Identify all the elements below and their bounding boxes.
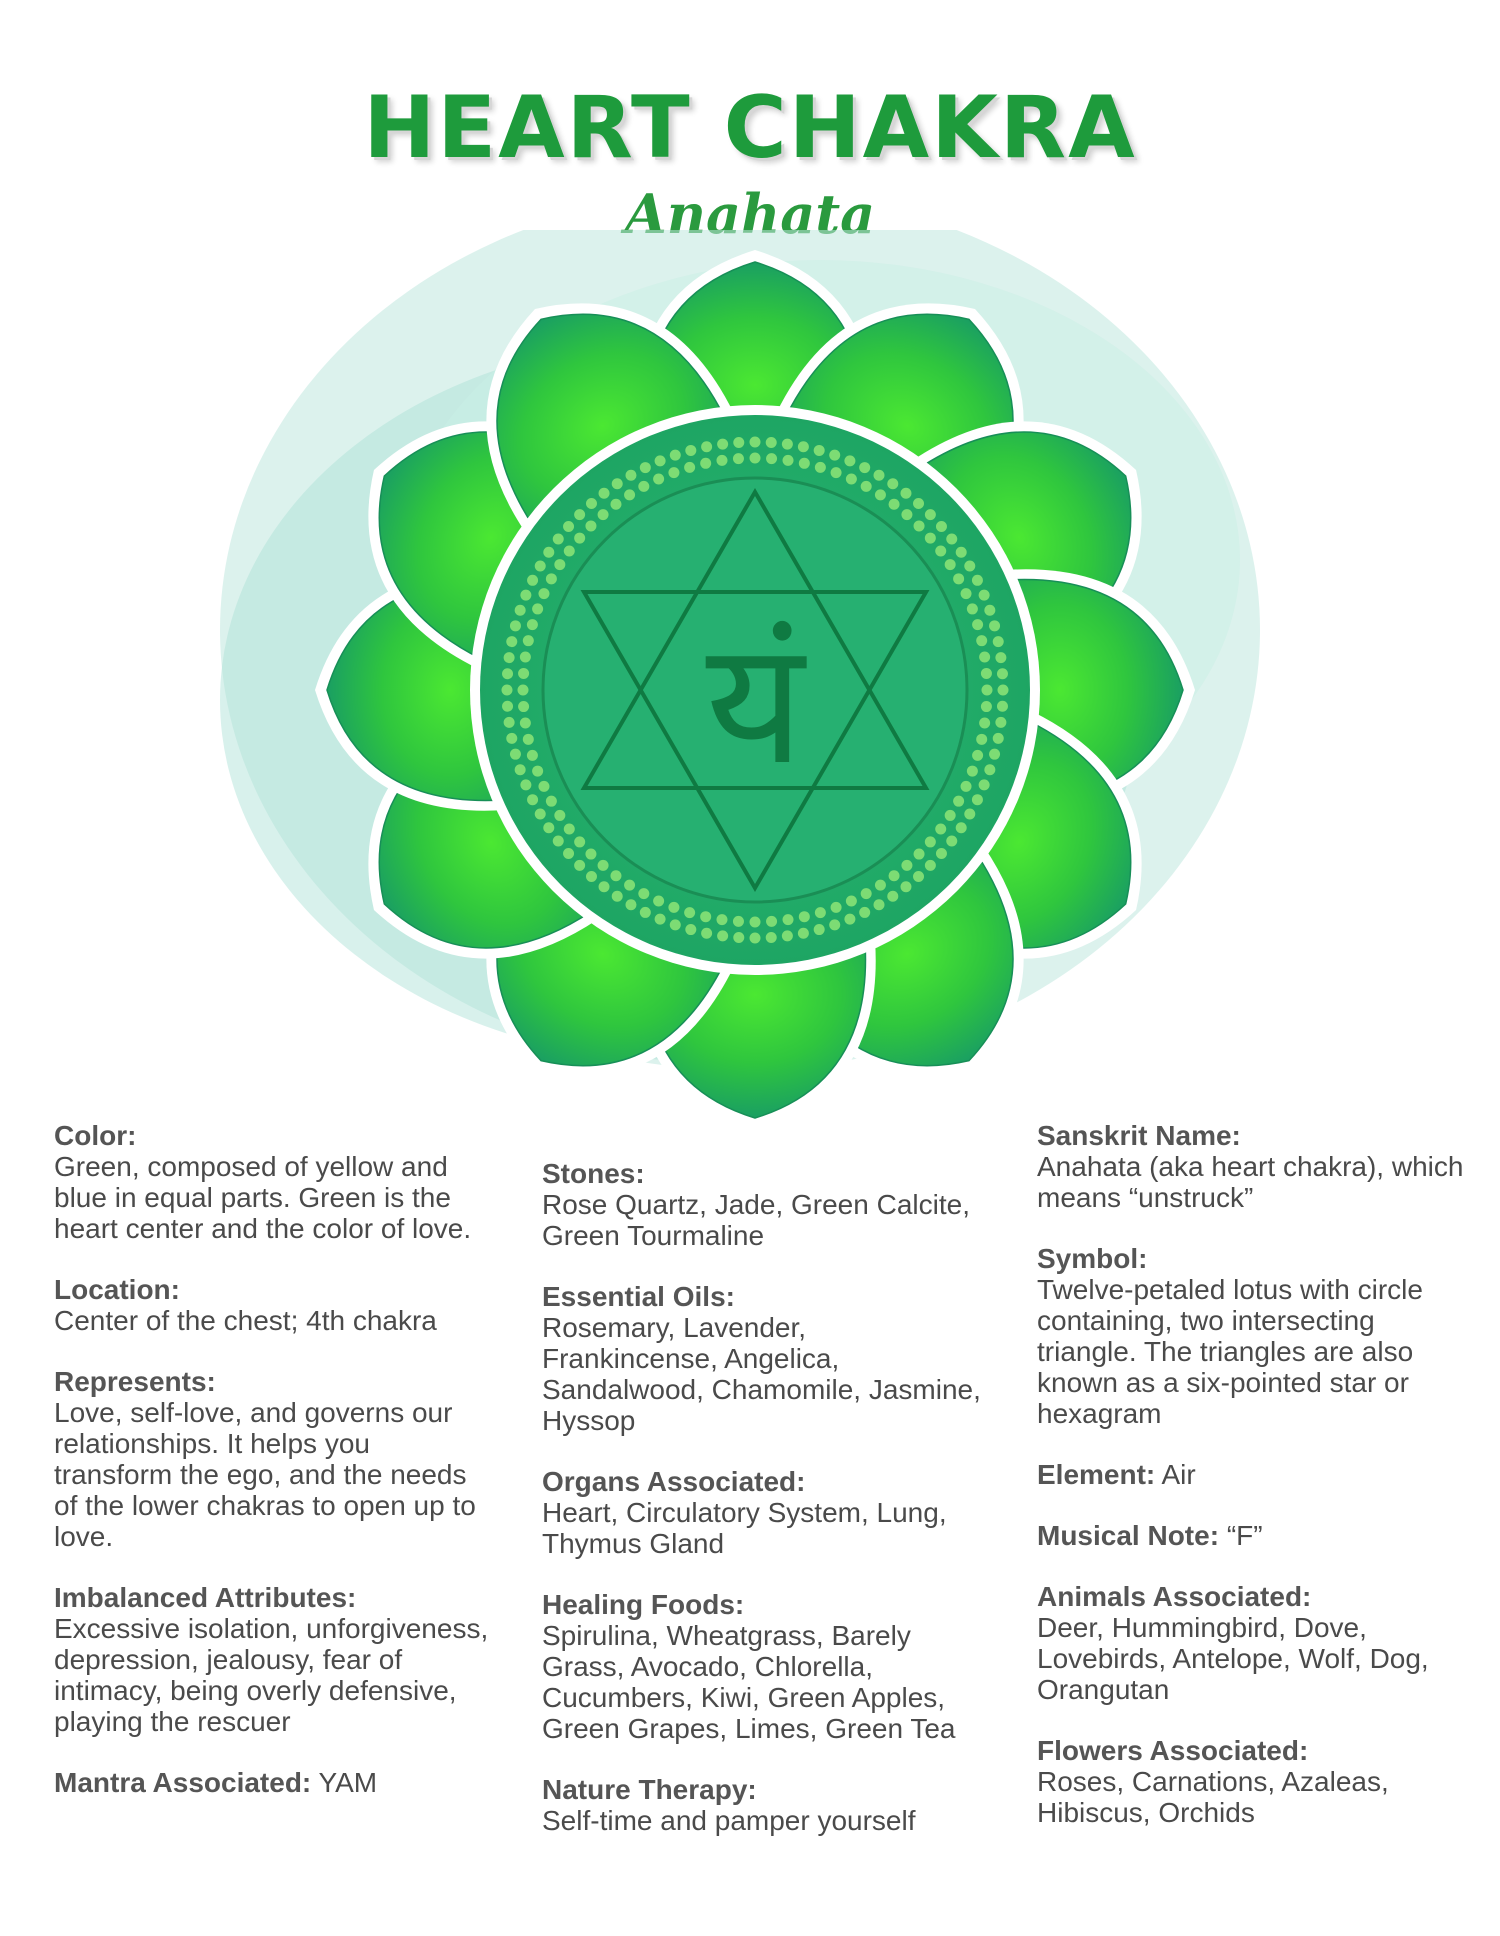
ring-dot <box>520 718 531 729</box>
ring-dot <box>972 619 983 630</box>
info-value: Spirulina, Wheatgrass, Barely Grass, Avocado, Chlorella, Cucumbers, Kiwi, Green Apples, Green Grapes, Limes, Green Tea <box>542 1620 956 1744</box>
ring-dot <box>700 458 711 469</box>
ring-dot <box>640 907 651 918</box>
ring-dot <box>945 559 956 570</box>
ring-dot <box>553 835 564 846</box>
ring-dot <box>716 914 727 925</box>
ring-dot <box>976 635 987 646</box>
info-value: YAM <box>318 1767 378 1798</box>
ring-dot <box>946 534 957 545</box>
ring-dot <box>913 871 924 882</box>
ring-dot <box>844 455 855 466</box>
ring-dot <box>717 439 728 450</box>
ring-dot <box>685 445 696 456</box>
ring-dot <box>861 888 872 899</box>
ring-dot <box>655 455 666 466</box>
ring-dot <box>829 450 840 461</box>
ring-dot <box>668 902 679 913</box>
ring-dot <box>946 835 957 846</box>
ring-dot <box>554 810 565 821</box>
ring-dot <box>814 924 825 935</box>
ring-dot <box>815 907 826 918</box>
ring-dot <box>655 914 666 925</box>
ring-dot <box>585 520 596 531</box>
ring-dot <box>798 441 809 452</box>
ring-dot <box>766 932 777 943</box>
info-value: Deer, Hummingbird, Dove, Lovebirds, Antelope, Wolf, Dog, Orangutan <box>1037 1612 1429 1705</box>
ring-dot <box>925 860 936 871</box>
ring-dot <box>766 916 777 927</box>
ring-dot <box>563 521 574 532</box>
ring-dot <box>610 499 621 510</box>
ring-dot <box>523 734 534 745</box>
ring-dot <box>717 930 728 941</box>
ring-dot <box>887 891 898 902</box>
info-value: Green, composed of yellow and blue in equal parts. Green is the heart center and the color of love. <box>54 1151 472 1244</box>
ring-dot <box>750 437 761 448</box>
ring-dot <box>936 521 947 532</box>
ring-dot <box>997 701 1008 712</box>
ring-dot <box>510 620 521 631</box>
ring-dot <box>574 509 585 520</box>
ring-dot <box>925 533 936 544</box>
info-value: Center of the chest; 4th chakra <box>54 1305 437 1336</box>
ring-dot <box>586 871 597 882</box>
info-value: Excessive isolation, unforgiveness, depression, jealousy, fear of intimacy, being overly defensive, playing the rescuer <box>54 1613 489 1737</box>
info-label: Symbol: <box>1037 1243 1148 1274</box>
ring-dot <box>684 907 695 918</box>
info-entry <box>54 1274 494 1336</box>
ring-dot <box>574 533 585 544</box>
ring-dot <box>995 717 1006 728</box>
ring-dot <box>995 652 1006 663</box>
ring-dot <box>520 590 531 601</box>
ring-dot <box>626 470 637 481</box>
ring-dot <box>750 453 761 464</box>
ring-dot <box>976 734 987 745</box>
info-entry <box>542 1774 982 1836</box>
ring-dot <box>979 590 990 601</box>
ring-dot <box>875 880 886 891</box>
ring-dot <box>598 860 609 871</box>
info-label: Organs Associated: <box>542 1466 806 1497</box>
ring-dot <box>653 473 664 484</box>
info-label: Imbalanced Attributes: <box>54 1582 357 1613</box>
ring-dot <box>945 810 956 821</box>
ring-dot <box>766 453 777 464</box>
ring-dot <box>518 701 529 712</box>
ring-dot <box>979 651 990 662</box>
ring-dot <box>887 478 898 489</box>
ring-dot <box>829 919 840 930</box>
ring-dot <box>972 575 983 586</box>
ring-dot <box>502 668 513 679</box>
ring-dot <box>964 561 975 572</box>
ring-dot <box>799 458 810 469</box>
ring-dot <box>502 685 513 696</box>
info-label: Sanskrit Name: <box>1037 1120 1241 1151</box>
ring-dot <box>953 573 964 584</box>
ring-dot <box>574 836 585 847</box>
ring-dot <box>935 824 946 835</box>
ring-dot <box>750 933 761 944</box>
ring-dot <box>563 848 574 859</box>
ring-dot <box>783 455 794 466</box>
ring-dot <box>989 749 1000 760</box>
info-label: Flowers Associated: <box>1037 1735 1309 1766</box>
info-entry <box>54 1120 494 1244</box>
info-entry <box>542 1158 982 1251</box>
ring-dot <box>831 467 842 478</box>
ring-dot <box>684 462 695 473</box>
info-entry <box>542 1589 982 1744</box>
ring-dot <box>504 717 515 728</box>
ring-dot <box>543 547 554 558</box>
info-entry <box>1037 1581 1477 1705</box>
ring-dot <box>546 573 557 584</box>
ring-dot <box>874 470 885 481</box>
info-entry <box>54 1582 494 1737</box>
ring-dot <box>599 881 610 892</box>
ring-dot <box>859 462 870 473</box>
page-subtitle: Anahata <box>624 182 876 246</box>
ring-dot <box>535 809 546 820</box>
ring-dot <box>961 588 972 599</box>
ring-dot <box>782 439 793 450</box>
ring-dot <box>515 605 526 616</box>
ring-dot <box>967 603 978 614</box>
ring-dot <box>889 499 900 510</box>
ring-dot <box>979 779 990 790</box>
ring-dot <box>586 498 597 509</box>
ring-dot <box>967 766 978 777</box>
ring-dot <box>640 462 651 473</box>
ring-dot <box>610 870 621 881</box>
info-column-left <box>54 1120 494 1828</box>
info-entry <box>1037 1520 1477 1551</box>
ring-dot <box>520 779 531 790</box>
ring-dot <box>766 437 777 448</box>
info-label: Healing Foods: <box>542 1589 745 1620</box>
ring-dot <box>685 924 696 935</box>
ring-dot <box>936 848 947 859</box>
info-label: Represents: <box>54 1366 216 1397</box>
ring-dot <box>750 917 761 928</box>
ring-dot <box>972 750 983 761</box>
info-value: “F” <box>1226 1520 1263 1551</box>
ring-dot <box>716 455 727 466</box>
ring-dot <box>901 860 912 871</box>
ring-dot <box>624 880 635 891</box>
ring-dot <box>913 498 924 509</box>
ring-dot <box>979 718 990 729</box>
ring-dot <box>935 545 946 556</box>
ring-dot <box>875 489 886 500</box>
info-label: Mantra Associated: <box>54 1767 312 1798</box>
info-entry <box>542 1281 982 1436</box>
ring-dot <box>815 462 826 473</box>
ring-dot <box>626 899 637 910</box>
ring-dot <box>670 919 681 930</box>
ring-dot <box>798 928 809 939</box>
info-value: Roses, Carnations, Azaleas, Hibiscus, Orchids <box>1037 1766 1389 1828</box>
ring-dot <box>733 437 744 448</box>
ring-dot <box>599 488 610 499</box>
ring-dot <box>538 588 549 599</box>
ring-dot <box>527 750 538 761</box>
ring-dot <box>889 870 900 881</box>
ring-dot <box>564 824 575 835</box>
ring-dot <box>543 822 554 833</box>
info-entry <box>54 1767 494 1798</box>
info-label: Animals Associated: <box>1037 1581 1312 1612</box>
info-value: Air <box>1161 1459 1196 1490</box>
info-column-middle <box>542 1158 982 1866</box>
ring-dot <box>504 652 515 663</box>
ring-dot <box>997 668 1008 679</box>
ring-dot <box>523 635 534 646</box>
ring-dot <box>598 509 609 520</box>
info-value: Heart, Circulatory System, Lung, Thymus Gland <box>542 1497 947 1559</box>
info-entry <box>54 1366 494 1552</box>
ring-dot <box>956 822 967 833</box>
ring-dot <box>532 603 543 614</box>
info-entry <box>1037 1120 1477 1213</box>
ring-dot <box>733 453 744 464</box>
yam-bija-symbol: यं <box>705 605 805 803</box>
info-column-right <box>1037 1120 1477 1858</box>
ring-dot <box>998 685 1009 696</box>
ring-dot <box>925 509 936 520</box>
ring-dot <box>515 764 526 775</box>
ring-dot <box>535 561 546 572</box>
ring-dot <box>612 478 623 489</box>
ring-dot <box>846 473 857 484</box>
info-entry <box>1037 1243 1477 1429</box>
ring-dot <box>510 749 521 760</box>
ring-dot <box>506 636 517 647</box>
ring-dot <box>846 896 857 907</box>
ring-dot <box>564 545 575 556</box>
ring-dot <box>546 796 557 807</box>
ring-dot <box>989 620 1000 631</box>
ring-dot <box>956 547 967 558</box>
info-label: Musical Note: <box>1037 1520 1220 1551</box>
info-label: Nature Therapy: <box>542 1774 757 1805</box>
ring-dot <box>670 450 681 461</box>
ring-dot <box>964 809 975 820</box>
ring-dot <box>668 467 679 478</box>
ring-dot <box>981 701 992 712</box>
info-entry <box>1037 1735 1477 1828</box>
ring-dot <box>993 733 1004 744</box>
ring-dot <box>914 520 925 531</box>
ring-dot <box>733 932 744 943</box>
info-value: Self-time and pamper yourself <box>542 1805 916 1836</box>
ring-dot <box>701 928 712 939</box>
info-label: Element: <box>1037 1459 1156 1490</box>
ring-dot <box>972 794 983 805</box>
ring-dot <box>900 488 911 499</box>
ring-dot <box>585 849 596 860</box>
ring-dot <box>506 733 517 744</box>
ring-dot <box>653 896 664 907</box>
ring-dot <box>914 849 925 860</box>
ring-dot <box>527 794 538 805</box>
ring-dot <box>984 764 995 775</box>
info-label: Location: <box>54 1274 180 1305</box>
ring-dot <box>981 668 992 679</box>
ring-dot <box>982 685 993 696</box>
ring-dot <box>733 916 744 927</box>
ring-dot <box>859 907 870 918</box>
ring-dot <box>624 489 635 500</box>
ring-dot <box>993 636 1004 647</box>
ring-dot <box>701 441 712 452</box>
ring-dot <box>520 651 531 662</box>
ring-dot <box>874 899 885 910</box>
ring-dot <box>861 481 872 492</box>
ring-dot <box>532 766 543 777</box>
ring-dot <box>831 902 842 913</box>
ring-dot <box>553 534 564 545</box>
ring-dot <box>953 796 964 807</box>
info-value: Rose Quartz, Jade, Green Calcite, Green Tourmaline <box>542 1189 970 1251</box>
ring-dot <box>638 481 649 492</box>
heart-chakra-emblem <box>0 230 1500 1130</box>
ring-dot <box>554 559 565 570</box>
info-value: Twelve-petaled lotus with circle containing, two intersecting triangle. The triangles are also known as a six-pointed star or hexagram <box>1037 1274 1423 1429</box>
ring-dot <box>961 781 972 792</box>
info-label: Stones: <box>542 1158 645 1189</box>
info-value: Rosemary, Lavender, Frankincense, Angelica, Sandalwood, Chamomile, Jasmine, Hyssop <box>542 1312 981 1436</box>
ring-dot <box>782 930 793 941</box>
info-label: Color: <box>54 1120 137 1151</box>
ring-dot <box>527 619 538 630</box>
ring-dot <box>984 605 995 616</box>
ring-dot <box>700 911 711 922</box>
ring-dot <box>574 860 585 871</box>
info-entry <box>542 1466 982 1559</box>
info-value: Anahata (aka heart chakra), which means “unstruck” <box>1037 1151 1464 1213</box>
info-label: Essential Oils: <box>542 1281 735 1312</box>
ring-dot <box>925 836 936 847</box>
ring-dot <box>799 911 810 922</box>
ring-dot <box>783 914 794 925</box>
ring-dot <box>638 888 649 899</box>
info-value: Love, self-love, and governs our relationships. It helps you transform the ego, and the needs of the lower chakras to open up to love. <box>54 1397 476 1552</box>
ring-dot <box>518 685 529 696</box>
page-title: HEART CHAKRA <box>363 78 1137 178</box>
ring-dot <box>900 881 911 892</box>
ring-dot <box>844 914 855 925</box>
ring-dot <box>527 575 538 586</box>
ring-dot <box>538 781 549 792</box>
ring-dot <box>502 701 513 712</box>
ring-dot <box>518 668 529 679</box>
ring-dot <box>901 509 912 520</box>
ring-dot <box>814 445 825 456</box>
info-entry <box>1037 1459 1477 1490</box>
ring-dot <box>612 891 623 902</box>
